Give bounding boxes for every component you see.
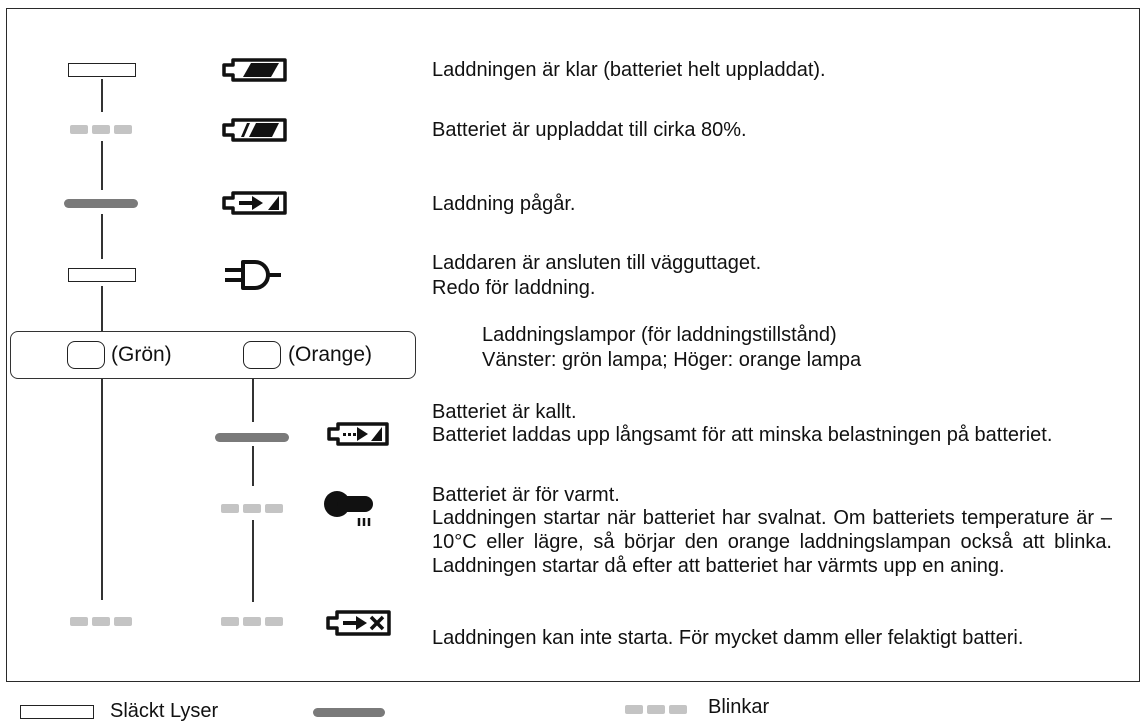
connector-line xyxy=(252,446,254,486)
orange-lamp-blinking xyxy=(221,504,283,513)
battery-charging-icon xyxy=(219,190,289,221)
status-text: Laddningen startar när batteriet har svalnat. Om batteriets temperature är –10°C eller lägre, så börjar den orange laddningslampan också att blinka. Laddningen startar då efter att batteriet har värmts upp en aning. xyxy=(432,507,1112,577)
thermometer-icon xyxy=(323,488,385,535)
orange-lamp-on xyxy=(215,433,289,442)
connector-line xyxy=(252,520,254,602)
green-lamp-label: (Grön) xyxy=(111,343,172,366)
green-lamp-blinking xyxy=(70,617,132,626)
status-text: Laddningen kan inte starta. För mycket damm eller felaktigt batteri. xyxy=(432,627,1024,649)
status-text: Batteriet laddas upp långsamt för att minska belastningen på batteriet. xyxy=(432,424,1053,446)
connector-line xyxy=(252,379,254,422)
green-lamp-icon xyxy=(67,341,105,369)
green-lamp-on xyxy=(64,199,138,208)
connector-line xyxy=(101,286,103,332)
green-lamp-off xyxy=(68,268,136,282)
battery-80-icon xyxy=(219,117,289,148)
connector-line xyxy=(101,379,103,600)
orange-lamp-blinking xyxy=(221,617,283,626)
plug-icon xyxy=(221,258,287,297)
orange-lamp-icon xyxy=(243,341,281,369)
status-text: Batteriet är för varmt. xyxy=(432,484,620,506)
legend-lamp-off xyxy=(20,705,94,719)
status-text: Batteriet är kallt. xyxy=(432,401,577,423)
connector-line xyxy=(101,79,103,112)
green-lamp-off xyxy=(68,63,136,77)
legend-lamp-on xyxy=(313,708,385,717)
battery-slow-charge-icon xyxy=(325,421,391,452)
connector-line xyxy=(101,214,103,259)
status-text: Batteriet är uppladdat till cirka 80%. xyxy=(432,119,747,141)
status-text: Laddaren är ansluten till vägguttaget. xyxy=(432,252,762,274)
status-text: Redo för laddning. xyxy=(432,277,596,299)
status-text: Laddningen är klar (batteriet helt uppladdat). xyxy=(432,59,826,81)
legend-off-on-label: Släckt Lyser xyxy=(110,700,219,722)
lamps-description: Vänster: grön lampa; Höger: orange lampa xyxy=(482,349,862,371)
battery-error-icon xyxy=(323,609,393,642)
green-lamp-blinking xyxy=(70,125,132,134)
connector-line xyxy=(101,141,103,190)
legend-blink-label: Blinkar xyxy=(708,696,770,718)
legend-lamp-blinking xyxy=(625,705,687,714)
orange-lamp-label: (Orange) xyxy=(288,343,373,366)
charging-lamps-box xyxy=(10,331,416,379)
lamps-description: Laddningslampor (för laddningstillstånd) xyxy=(482,324,837,346)
status-text: Laddning pågår. xyxy=(432,193,576,215)
battery-full-icon xyxy=(219,57,289,88)
